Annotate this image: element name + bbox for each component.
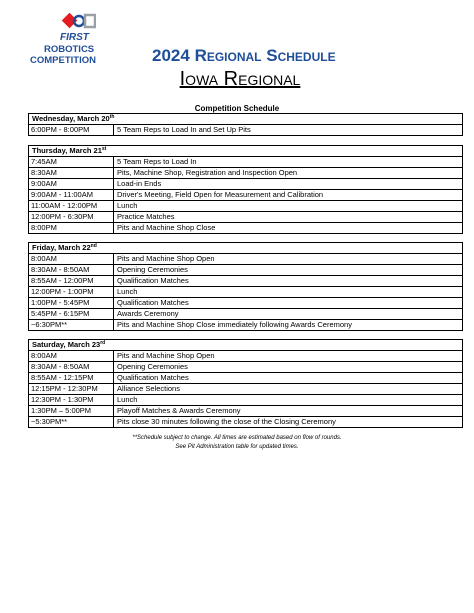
table-row — [29, 395, 462, 406]
table-row — [29, 157, 462, 168]
time-cell: 5:45PM - 6:15PM — [29, 309, 114, 319]
table-row — [29, 406, 462, 417]
table-row — [29, 287, 462, 298]
table-row — [29, 384, 462, 395]
table-row — [29, 223, 462, 233]
time-cell: 1:30PM – 5:00PM — [29, 406, 114, 416]
table-row — [29, 351, 462, 362]
table-row — [29, 373, 462, 384]
logo-line-first: FIRST — [60, 32, 89, 43]
time-cell: 12:30PM - 1:30PM — [29, 395, 114, 405]
table-row — [29, 190, 462, 201]
event-name: Iowa Regional — [179, 68, 301, 90]
activity-cell: Pits and Machine Shop Close immediately following Awards Ceremony — [117, 320, 352, 329]
table-row — [29, 254, 462, 265]
time-cell: 7:45AM — [29, 157, 114, 167]
day-header: Friday, March 22nd — [29, 243, 462, 254]
time-cell: 8:55AM - 12:15PM — [29, 373, 114, 383]
time-cell: 11:00AM - 12:00PM — [29, 201, 114, 211]
activity-cell: Pits and Machine Shop Open — [117, 351, 215, 360]
activity-cell: Pits close 30 minutes following the close of the Closing Ceremony — [117, 417, 336, 426]
activity-cell: Pits and Machine Shop Close — [117, 223, 216, 232]
table-row — [29, 212, 462, 223]
time-cell: 8:00AM — [29, 351, 114, 361]
time-cell: 6:00PM - 8:00PM — [29, 125, 114, 135]
time-cell: 8:30AM - 8:50AM — [29, 265, 114, 275]
table-row — [29, 309, 462, 320]
schedule-title-text: Regional Schedule — [194, 46, 336, 65]
activity-cell: Opening Ceremonies — [117, 362, 188, 371]
time-cell: 9:00AM - 11:00AM — [29, 190, 114, 200]
time-cell: 8:55AM - 12:00PM — [29, 276, 114, 286]
time-cell: 1:00PM - 5:45PM — [29, 298, 114, 308]
activity-cell: Awards Ceremony — [117, 309, 179, 318]
time-cell: ~5:30PM** — [29, 417, 114, 427]
activity-cell: Lunch — [117, 201, 138, 210]
activity-cell: Qualification Matches — [117, 298, 189, 307]
footnote-line-1: **Schedule subject to change. All times are estimated based on flow of rounds. — [132, 435, 342, 441]
day-schedule-thursday — [28, 145, 463, 234]
table-row — [29, 276, 462, 287]
activity-cell: Qualification Matches — [117, 276, 189, 285]
schedule-year: 2024 — [152, 46, 190, 65]
activity-cell: Qualification Matches — [117, 373, 189, 382]
footnote-line-2: See Pit Administration table for updated times. — [175, 444, 299, 450]
competition-schedule-title: Competition Schedule — [194, 104, 280, 113]
activity-cell: Alliance Selections — [117, 384, 180, 393]
table-row — [29, 362, 462, 373]
day-schedule-friday — [28, 242, 463, 331]
activity-cell: Lunch — [117, 287, 138, 296]
table-row — [29, 298, 462, 309]
schedule-footnote — [0, 434, 474, 452]
table-row — [29, 320, 462, 330]
time-cell: 8:30AM — [29, 168, 114, 178]
time-cell: 8:30AM - 8:50AM — [29, 362, 114, 372]
day-schedule-saturday — [28, 339, 463, 428]
table-row — [29, 265, 462, 276]
activity-cell: Load-in Ends — [117, 179, 162, 188]
first-robotics-logo — [30, 13, 106, 65]
day-header: Thursday, March 21st — [29, 146, 462, 157]
activity-cell: Opening Ceremonies — [117, 265, 188, 274]
table-row — [29, 201, 462, 212]
activity-cell: Lunch — [117, 395, 138, 404]
time-cell: 12:00PM - 6:30PM — [29, 212, 114, 222]
time-cell: 12:00PM - 1:00PM — [29, 287, 114, 297]
activity-cell: Playoff Matches & Awards Ceremony — [117, 406, 241, 415]
table-row — [29, 125, 462, 135]
activity-cell: 5 Team Reps to Load In and Set Up Pits — [117, 125, 251, 134]
activity-cell: Driver's Meeting, Field Open for Measurement and Calibration — [117, 190, 324, 199]
table-row — [29, 168, 462, 179]
activity-cell: 5 Team Reps to Load In — [117, 157, 197, 166]
activity-cell: Pits and Machine Shop Open — [117, 254, 215, 263]
time-cell: 8:00AM — [29, 254, 114, 264]
day-schedule-wednesday — [28, 113, 463, 136]
day-header: Wednesday, March 20th — [29, 114, 462, 125]
time-cell: ~6:30PM** — [29, 320, 114, 330]
activity-cell: Practice Matches — [117, 212, 175, 221]
time-cell: 9:00AM — [29, 179, 114, 189]
schedule-title — [152, 46, 336, 66]
time-cell: 8:00PM — [29, 223, 114, 233]
logo-line-robotics: ROBOTICS — [44, 44, 95, 55]
activity-cell: Pits, Machine Shop, Registration and Inspection Open — [117, 168, 298, 177]
logo-line-competition: COMPETITION — [30, 55, 96, 66]
first-logo-mark-icon — [62, 13, 96, 31]
table-row — [29, 417, 462, 427]
time-cell: 12:15PM - 12:30PM — [29, 384, 114, 394]
table-row — [29, 179, 462, 190]
day-header: Saturday, March 23rd — [29, 340, 462, 351]
